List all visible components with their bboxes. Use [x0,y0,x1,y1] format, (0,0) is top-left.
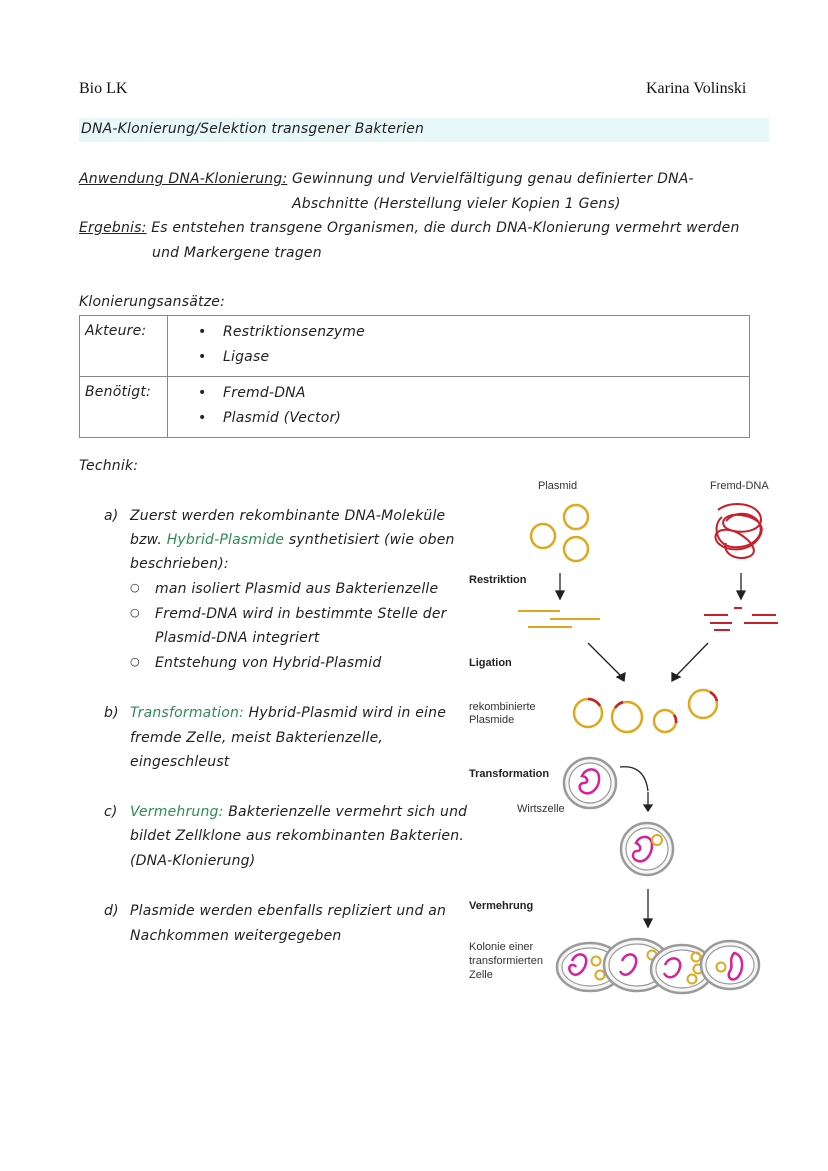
highlight-vermehrung: Vermehrung: [130,804,224,820]
cut-dna-fragments [704,608,778,630]
anwendung-text2: Abschnitte (Herstellung vieler Kopien 1 Gens) [292,196,621,212]
plasmid-circle [531,524,555,548]
cut-plasmid-lines [518,611,600,627]
step-b-line3: eingeschleust [130,754,230,770]
sub-bullet: ○ [130,655,140,668]
sub-bullet: ○ [130,581,140,594]
text: Hybrid-Plasmid wird in eine [248,705,447,721]
ergebnis-text1: Es entstehen transgene Organismen, die durch DNA-Klonierung vermehrt werden [151,220,740,236]
fig-label-transformation: Transformation [469,768,550,780]
bullet: • [198,349,207,365]
step-b-line1 [130,705,446,721]
step-b-marker: b) [104,705,119,721]
list-item [168,383,749,408]
table-values [168,377,750,438]
technik-heading: Technik: [79,458,139,474]
fig-label-restriktion: Restriktion [469,574,527,586]
step-c-marker: c) [104,804,118,820]
ergebnis-line1 [79,220,740,236]
highlight-transformation: Transformation: [130,705,244,721]
item-text: Ligase [223,349,270,365]
anwendung-text1: Gewinnung und Vervielfältigung genau definierter DNA- [292,171,694,187]
plasmid-circle [564,505,588,529]
header-subject: Bio LK [79,80,128,97]
fig-label-kolonie1: Kolonie einer [469,941,534,953]
host-cell [564,758,616,808]
step-a-line3: beschrieben): [130,556,229,572]
table-key: Akteure: [80,316,168,377]
table-row [80,316,750,377]
step-a-sub2b: Plasmid-DNA integriert [155,630,320,646]
plasmid-circle [564,537,588,561]
table-row [80,377,750,438]
item-text: Restriktionsenzyme [223,324,365,340]
table-key: Benötigt: [80,377,168,438]
list-item [168,408,749,433]
fig-label-rekomb1: rekombinierte [469,701,536,713]
step-d-marker: d) [104,903,119,919]
fig-label-vermehrung: Vermehrung [469,900,534,912]
fig-label-fremd-dna: Fremd-DNA [710,480,769,492]
table-values [168,316,750,377]
text: synthetisiert (wie oben [288,532,455,548]
ansaetze-heading: Klonierungsansätze: [79,294,225,310]
ergebnis-text2: und Markergene tragen [152,245,322,261]
anwendung-label: Anwendung DNA-Klonierung: [79,171,288,187]
ergebnis-label: Ergebnis: [79,220,147,236]
step-a-marker: a) [104,508,119,524]
text: Bakterienzelle vermehrt sich und [228,804,468,820]
list-item [168,322,749,347]
anwendung-line1 [79,171,694,187]
step-a-sub1: man isoliert Plasmid aus Bakterienzelle [155,581,439,597]
transformation-arrow [620,767,648,791]
step-b-line2: fremde Zelle, meist Bakterienzelle, [130,730,384,746]
text: bzw. [130,532,163,548]
fig-label-wirtszelle: Wirtszelle [517,803,565,815]
step-a-sub2a: Fremd-DNA wird in bestimmte Stelle der [155,606,447,622]
step-c-line3: (DNA-Klonierung) [130,853,256,869]
bullet: • [198,324,207,340]
fig-label-kolonie2: transformierten [469,955,543,967]
fig-label-kolonie3: Zelle [469,969,493,981]
step-c-line1 [130,804,467,820]
sub-bullet: ○ [130,606,140,619]
fremd-dna-tangle [715,504,761,558]
ansaetze-table [79,315,750,438]
item-text: Plasmid (Vector) [223,410,342,426]
bullet: • [198,385,207,401]
transformed-cell [621,823,673,875]
fig-label-rekomb2: Plasmide [469,714,515,726]
header-author: Karina Volinski [646,80,747,97]
bullet: • [198,410,207,426]
step-d-line2: Nachkommen weitergegeben [130,928,342,944]
list-item [168,347,749,372]
step-c-line2: bildet Zellklone aus rekombinanten Bakterien. [130,828,464,844]
item-text: Fremd-DNA [223,385,306,401]
fig-label-plasmid: Plasmid [538,480,578,492]
page-title: DNA-Klonierung/Selektion transgener Bakterien [81,121,425,137]
plasmid-circles [531,505,588,561]
fig-label-ligation: Ligation [469,657,512,669]
highlight-hybrid-plasmide: Hybrid-Plasmide [166,532,285,548]
step-a-line2 [130,532,455,548]
step-a-line1: Zuerst werden rekombinante DNA-Moleküle [130,508,446,524]
step-a-sub3: Entstehung von Hybrid-Plasmid [155,655,382,671]
step-d-line1: Plasmide werden ebenfalls repliziert und an [130,903,447,919]
recombinant-plasmids [574,690,717,732]
cloning-diagram [460,495,800,1005]
colony-cells [557,939,759,993]
